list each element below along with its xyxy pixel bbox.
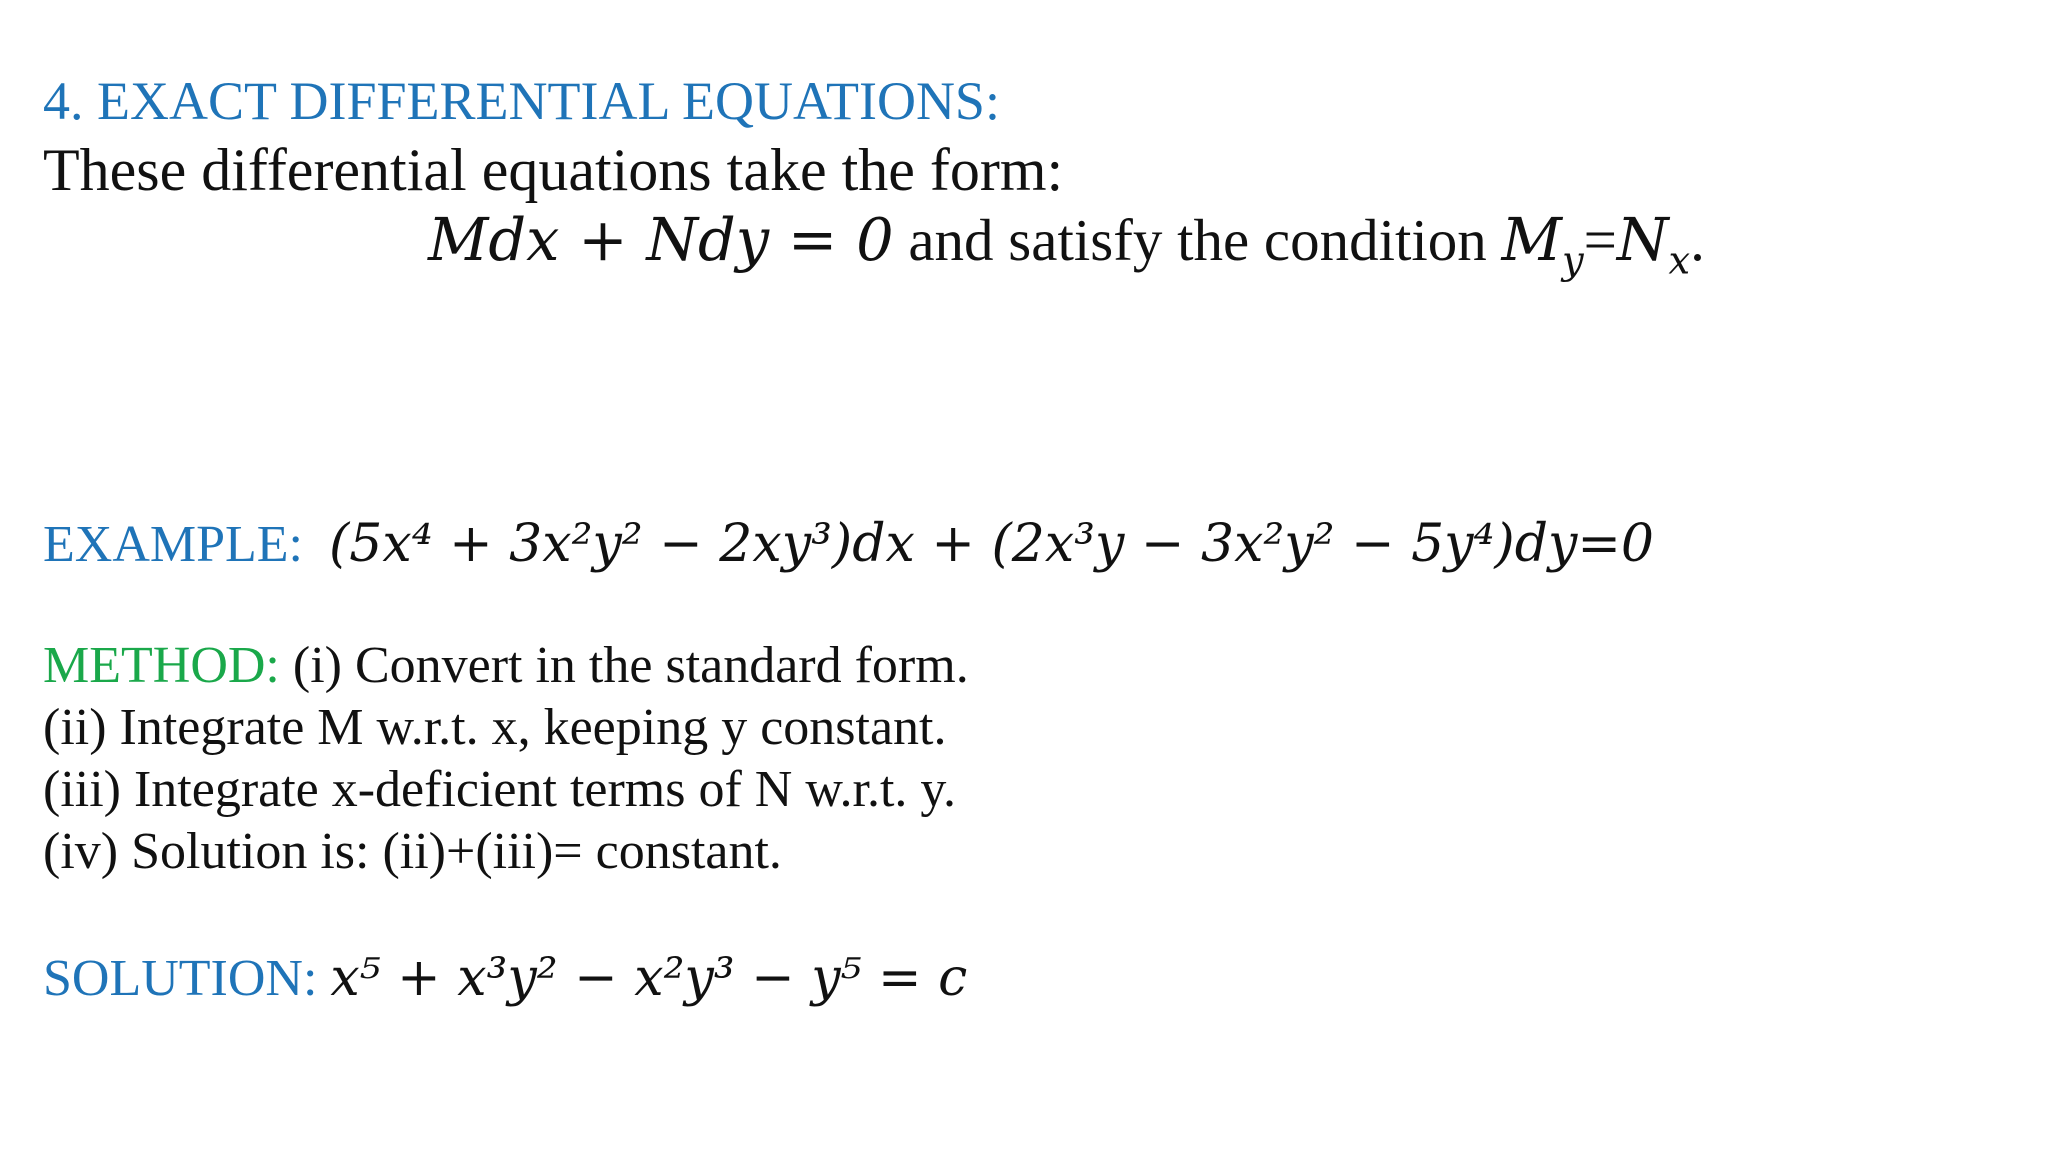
method-label: METHOD: [43, 637, 280, 694]
condition-equals: = [1583, 207, 1617, 273]
form-equation: Mdx + Ndy = 0 [428, 205, 894, 274]
intro-text: These differential equations take the form: [43, 137, 1064, 203]
method-step-4: (iv) Solution is: (ii)+(iii)= constant. [43, 823, 782, 880]
method-step-2: (ii) Integrate M w.r.t. x, keeping y constant. [43, 699, 947, 756]
condition-n-subscript: x [1668, 238, 1691, 284]
solution-label: SOLUTION: [43, 950, 318, 1007]
example-label: EXAMPLE: [43, 516, 303, 573]
condition-n: N [1616, 205, 1669, 274]
example-row [43, 514, 1655, 574]
form-period: . [1690, 207, 1705, 273]
example-equation: (5x⁴ + 3x²y² − 2xy³)dx + (2x³y − 3x²y² − 5y⁴)dy=0 [329, 514, 1655, 574]
condition-m: M [1501, 205, 1562, 274]
method-step-1: (i) Convert in the standard form. [292, 637, 969, 694]
form-statement [428, 205, 1705, 284]
section-heading: 4. EXACT DIFFERENTIAL EQUATIONS: [43, 71, 1000, 131]
solution-equation: x⁵ + x³y² − x²y³ − y⁵ = c [330, 948, 968, 1008]
method-step-3: (iii) Integrate x-deficient terms of N w.r.t. y. [43, 761, 957, 818]
condition-m-subscript: y [1561, 238, 1584, 284]
method-row [43, 637, 969, 694]
solution-row [43, 948, 968, 1008]
form-connector: and satisfy the condition [893, 207, 1502, 273]
